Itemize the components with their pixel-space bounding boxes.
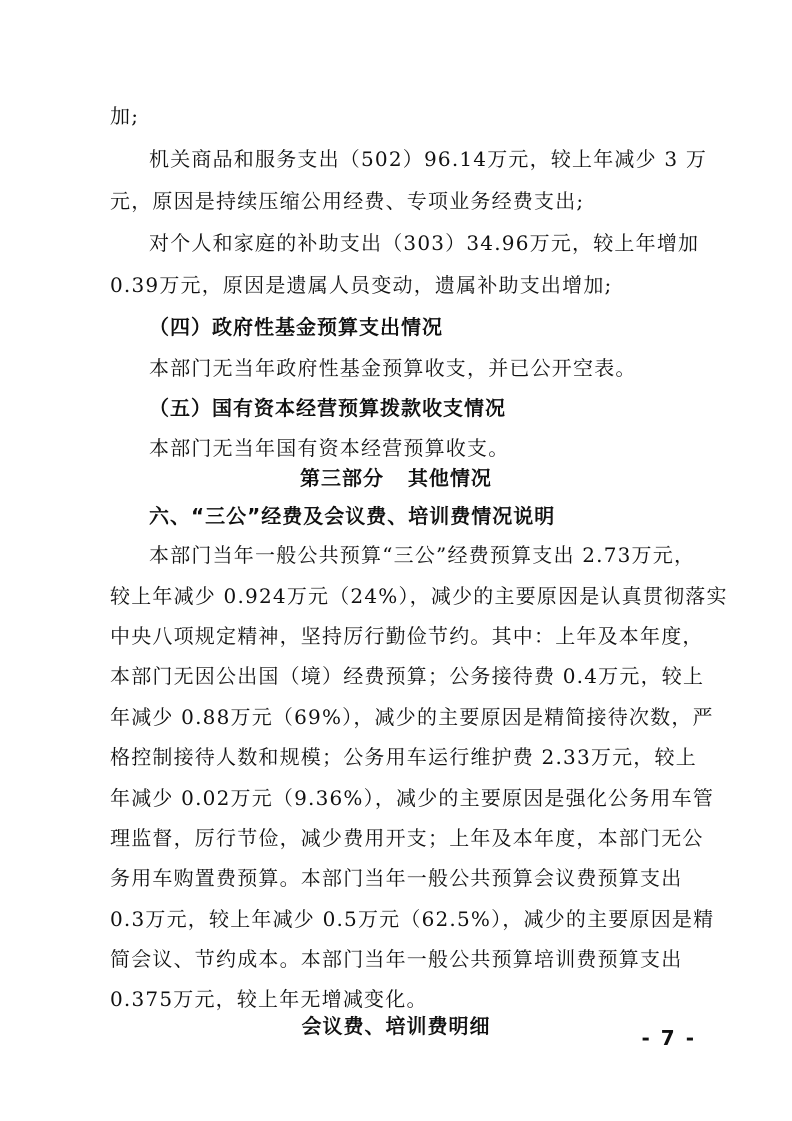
para-line: 较上年减少 0.924万元（24%），减少的主要原因是认真贯彻落实 bbox=[110, 584, 728, 608]
para-line: 本部门无因公出国（境）经费预算；公务接待费 0.4万元，较上 bbox=[110, 664, 705, 688]
para-line: 简会议、节约成本。本部门当年一般公共预算培训费预算支出 bbox=[110, 947, 683, 971]
para-line: 加; bbox=[110, 104, 140, 128]
para-line: 本部门当年一般公共预算“三公”经费预算支出 2.73万元， bbox=[149, 543, 696, 567]
para-line: 中央八项规定精神，坚持厉行勤俭节约。其中：上年及本年度， bbox=[110, 624, 704, 648]
section-heading-6: 六、“三公”经费及会议费、培训费情况说明 bbox=[149, 504, 556, 528]
para-line: 0.375万元，较上年无增减变化。 bbox=[110, 987, 428, 1011]
para-line: 年减少 0.88万元（69%），减少的主要原因是精简接待次数，严 bbox=[110, 705, 714, 729]
page-number: - 7 - bbox=[641, 1026, 696, 1050]
para-line: 本部门无当年政府性基金预算收支，并已公开空表。 bbox=[149, 356, 637, 380]
part-heading: 第三部分 其他情况 bbox=[300, 466, 492, 490]
para-line: 对个人和家庭的补助支出（303）34.96万元，较上年增加 bbox=[149, 231, 700, 255]
para-line: 务用车购置费预算。本部门当年一般公共预算会议费预算支出 bbox=[110, 866, 683, 890]
para-line: 理监督，厉行节俭，减少费用开支；上年及本年度，本部门无公 bbox=[110, 826, 704, 850]
para-line: 0.3万元，较上年减少 0.5万元（62.5%），减少的主要原因是精 bbox=[110, 907, 715, 931]
para-line: 元，原因是持续压缩公用经费、专项业务经费支出; bbox=[110, 189, 585, 213]
section-heading-5: （五）国有资本经营预算拨款收支情况 bbox=[149, 396, 506, 420]
para-line: 0.39万元，原因是遗属人员变动，遗属补助支出增加; bbox=[110, 273, 613, 297]
para-line: 本部门无当年国有资本经营预算收支。 bbox=[149, 436, 510, 460]
section-heading-4: （四）政府性基金预算支出情况 bbox=[149, 315, 443, 339]
table-caption: 会议费、培训费明细 bbox=[301, 1014, 491, 1038]
para-line: 机关商品和服务支出（502）96.14万元，较上年减少 3 万 bbox=[149, 147, 708, 171]
para-line: 格控制接待人数和规模；公务用车运行维护费 2.33万元，较上 bbox=[110, 745, 697, 769]
para-line: 年减少 0.02万元（9.36%），减少的主要原因是强化公务用车管 bbox=[110, 786, 715, 810]
